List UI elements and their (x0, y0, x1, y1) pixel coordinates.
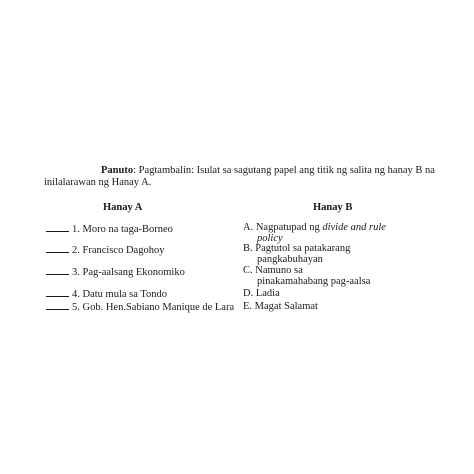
item-text: Pag-aalsang Ekonomiko (82, 267, 185, 278)
column-a-item (46, 243, 164, 257)
item-number: 2. (72, 245, 80, 256)
item-letter: E. (243, 301, 253, 312)
column-a-item (46, 265, 185, 279)
item-text: Francisco Dagohoy (82, 245, 165, 256)
column-b-item (243, 265, 370, 287)
column-b-heading: Hanay B (313, 202, 353, 213)
column-b-item (243, 222, 386, 244)
item-number: 1. (72, 224, 80, 235)
item-number: 4. (72, 289, 80, 300)
item-number: 3. (72, 267, 80, 278)
item-number: 5. (72, 302, 80, 313)
answer-blank[interactable] (46, 243, 69, 253)
instructions (44, 165, 444, 189)
item-text: Ladia (255, 288, 280, 299)
column-a-item (46, 222, 173, 236)
item-letter: B. (243, 243, 253, 254)
item-text: Nagpatupad ng (255, 222, 323, 233)
item-text: Gob. Hen.Sabiano Manique de Lara (82, 302, 235, 313)
item-text: Moro na taga-Borneo (82, 224, 173, 235)
item-continuation: pinakamahabang pag-aalsa (257, 276, 371, 287)
instructions-line-2: inilalarawan ng Hanay A. (44, 177, 152, 188)
item-letter: C. (243, 265, 253, 276)
item-letter: A. (243, 222, 254, 233)
answer-blank[interactable] (46, 287, 69, 297)
column-b-item (243, 288, 280, 299)
item-italic-text: divide and rule (322, 222, 386, 233)
item-text: Datu mula sa Tondo (82, 289, 168, 300)
instructions-lead: Panuto (101, 165, 134, 176)
item-continuation: pangkabuhayan (257, 254, 323, 265)
column-b-item (243, 301, 318, 312)
column-b-item (243, 243, 350, 265)
column-a-item (46, 300, 234, 314)
item-text: Magat Salamat (254, 301, 318, 312)
item-text: Pagtutol sa patakarang (255, 243, 351, 254)
answer-blank[interactable] (46, 222, 69, 232)
item-text: Namuno sa (255, 265, 303, 276)
item-italic-continuation: policy (257, 233, 283, 244)
column-a-item (46, 287, 167, 301)
instructions-text-1: : Pagtambalin: Isulat sa sagutang papel ang titik ng salita ng hanay B na (133, 165, 435, 176)
answer-blank[interactable] (46, 300, 69, 310)
answer-blank[interactable] (46, 265, 69, 275)
item-letter: D. (243, 288, 254, 299)
instructions-line-1 (44, 165, 444, 177)
column-a-heading: Hanay A (103, 202, 143, 213)
